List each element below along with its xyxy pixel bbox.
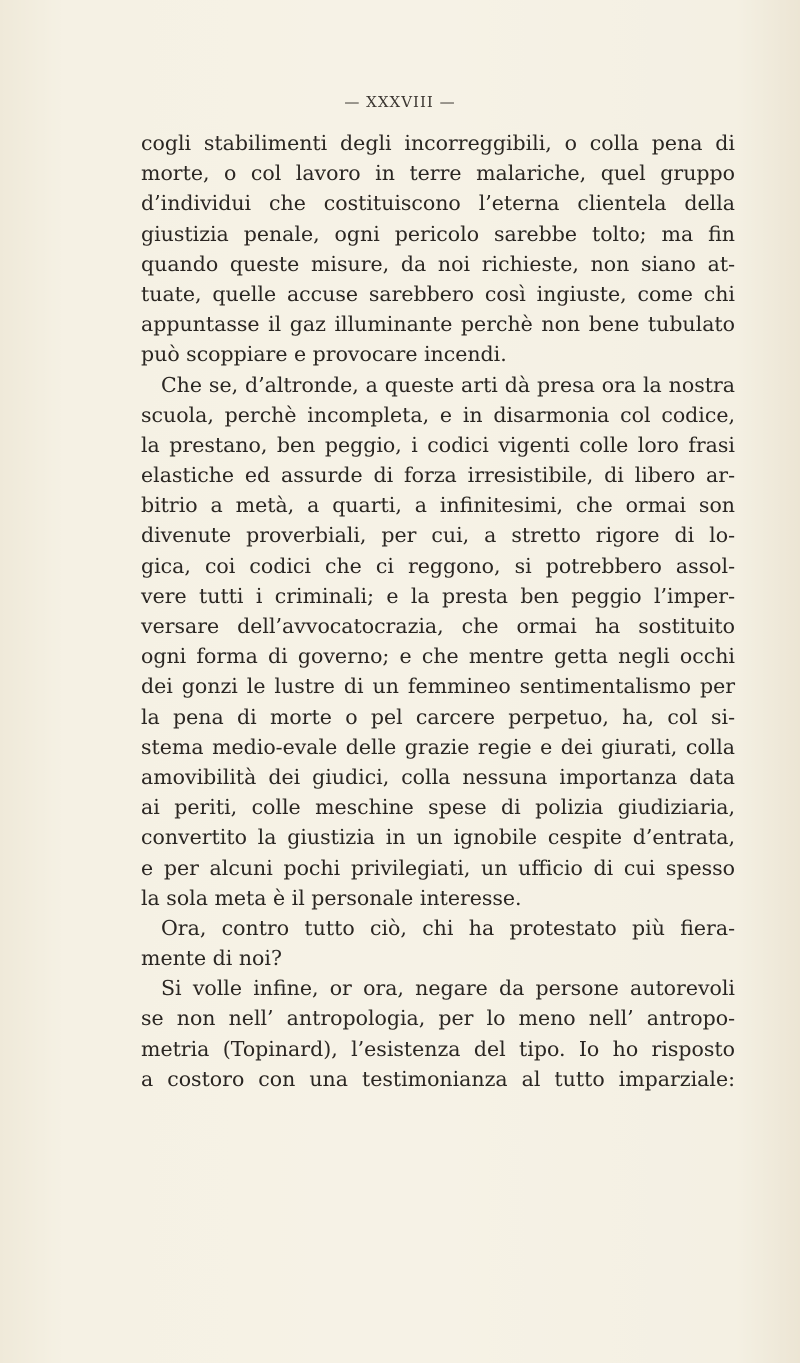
paragraph	[141, 128, 735, 370]
text-line: cogli stabilimenti degli incorreggibili, o colla pena di	[141, 131, 735, 155]
text-line: può scoppiare e provocare incendi.	[141, 342, 507, 367]
text-line: Ora, contro tutto ciò, chi ha protestato più fiera-	[161, 915, 735, 940]
text-line: scuola, perchè incompleta, e in disarmonia col codice,	[141, 402, 735, 427]
text-line: a costoro con una testimonianza al tutto imparziale:	[141, 1066, 735, 1091]
body-text	[141, 128, 735, 1094]
text-line: ogni forma di governo; e che mentre getta negli occhi	[141, 644, 735, 669]
text-line: Che se, d’altronde, a queste arti dà presa ora la nostra	[161, 372, 735, 397]
text-line: stema medio-evale delle grazie regie e dei giurati, colla	[141, 734, 735, 759]
text-line: ai periti, colle meschine spese di polizia giudiziaria,	[141, 795, 735, 820]
paragraph	[141, 913, 735, 973]
text-line: la sola meta è il personale interesse.	[141, 885, 522, 910]
text-line: convertito la giustizia in un ignobile cespite d’entrata,	[141, 825, 735, 850]
running-head-page-number: — XXXVIII —	[344, 93, 456, 111]
text-line: quando queste misure, da noi richieste, non siano at-	[141, 251, 735, 276]
text-line: bitrio a metà, a quarti, a infinitesimi, che ormai son	[141, 493, 735, 518]
text-line: giustizia penale, ogni pericolo sarebbe tolto; ma fin	[141, 221, 735, 246]
text-line: appuntasse il gaz illuminante perchè non bene tubulato	[141, 312, 735, 337]
paragraph	[141, 370, 735, 913]
text-line: morte, o col lavoro in terre malariche, quel gruppo	[141, 161, 735, 186]
text-line: elastiche ed assurde di forza irresistibile, di libero ar-	[141, 463, 735, 488]
text-line: gica, coi codici che ci reggono, si potrebbero assol-	[141, 553, 735, 578]
text-line: la pena di morte o pel carcere perpetuo, ha, col si-	[141, 704, 735, 729]
text-line: Si volle infine, or ora, negare da persone autorevoli	[161, 976, 735, 1001]
text-line: d’individui che costituiscono l’eterna clientela della	[141, 191, 735, 216]
text-line: divenute proverbiali, per cui, a stretto rigore di lo-	[141, 523, 735, 548]
text-line: amovibilità dei giudici, colla nessuna importanza data	[141, 764, 735, 789]
paragraph	[141, 973, 735, 1094]
text-line: dei gonzi le lustre di un femmineo sentimentalismo per	[141, 674, 735, 699]
text-line: tuate, quelle accuse sarebbero così ingiuste, come chi	[141, 281, 735, 306]
text-line: e per alcuni pochi privilegiati, un ufficio di cui spesso	[141, 855, 735, 880]
text-line: versare dell’avvocatocrazia, che ormai ha sostituito	[141, 614, 735, 638]
text-line: vere tutti i criminali; e la presta ben peggio l’imper-	[141, 583, 735, 608]
text-line: se non nell’ antropologia, per lo meno nell’ antropo-	[141, 1006, 735, 1031]
text-line: la prestano, ben peggio, i codici vigenti colle loro frasi	[141, 432, 735, 457]
text-line: mente di noi?	[141, 946, 282, 971]
text-line: metria (Topinard), l’esistenza del tipo. Io ho risposto	[141, 1036, 735, 1061]
